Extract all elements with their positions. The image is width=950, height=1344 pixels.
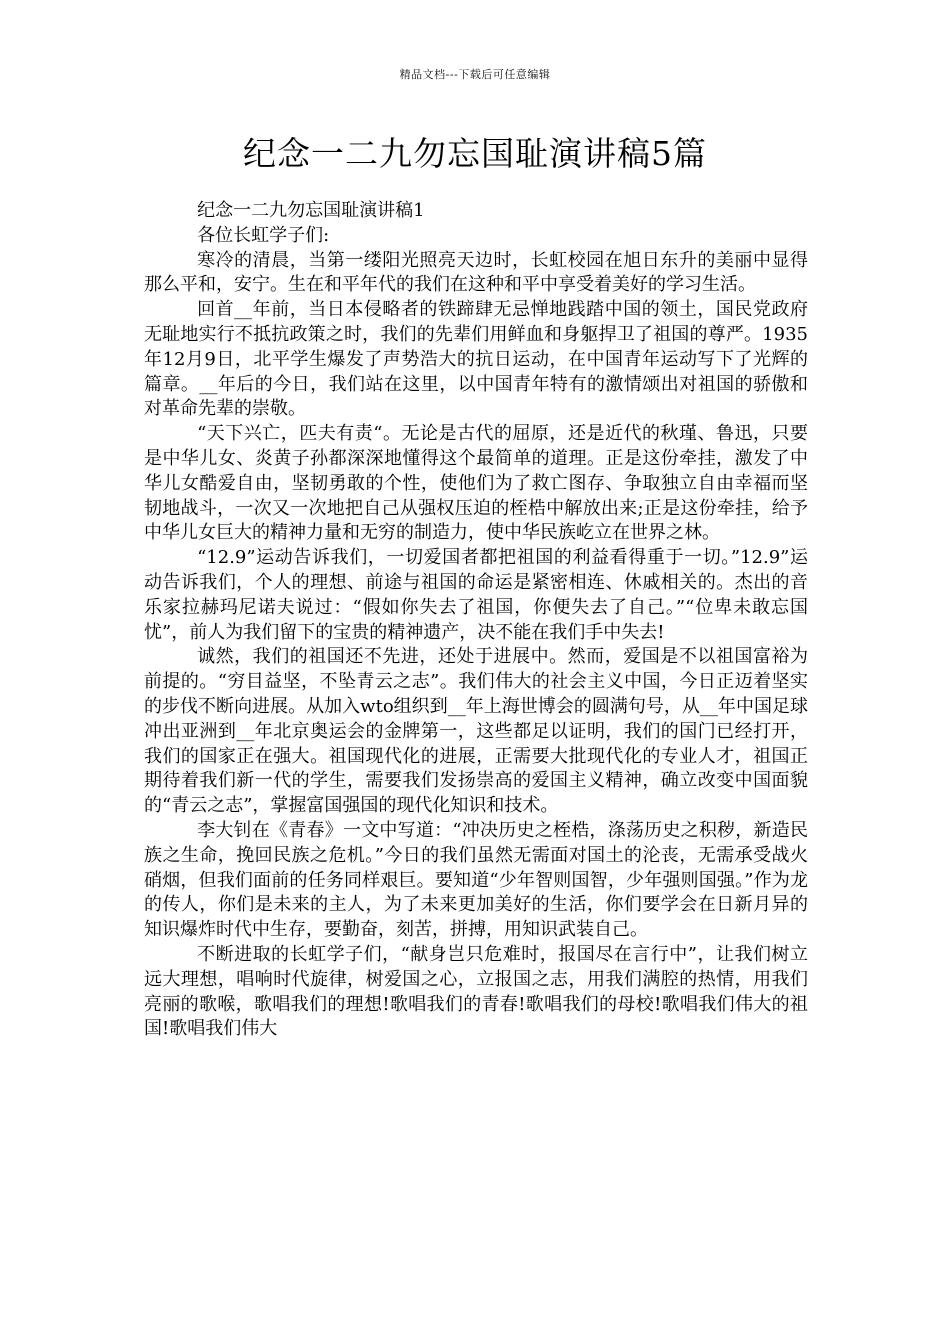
paragraph: 诚然，我们的祖国还不先进，还处于进展中。然而，爱国是不以祖国富裕为前提的。“穷目益坚，不坠青云之志”。我们伟大的社会主义中国，今日正迈着坚实的步伐不断向进展。从加入wto组织到__年上海世博会的圆满句号，从__年中国足球冲出亚洲到__年北京奥运会的金牌第一，这些都足以证明，我们的国门已经打开，我们的国家正在强大。祖国现代化的进展，正需要大批现代化的专业人才，祖国正期待着我们新一代的学生，需要我们发扬崇高的爱国主义精神，确立改变中国面貌的“青云之志”，掌握富国强国的现代化知识和技术。	[144, 646, 808, 817]
speech-subtitle: 纪念一二九勿忘国耻演讲稿1	[197, 200, 425, 221]
document-title: 纪念一二九勿忘国耻演讲稿5篇	[243, 134, 707, 173]
paragraph: 李大钊在《青春》一文中写道：“冲决历史之桎梏，涤荡历史之积秽，新造民族之生命，挽回民族之危机。”今日的我们虽然无需面对国土的沦丧，无需承受战火硝烟，但我们面前的任务同样艰巨。要知道“少年智则国智，少年强则国强。”作为龙的传人，你们是未来的主人，为了未来更加美好的生活，你们要学会在日新月异的知识爆炸时代中生存，要勤奋，刻苦，拼搏，用知识武装自己。	[144, 819, 808, 941]
paragraph: 不断进取的长虹学子们，“献身岂只危难时，报国尽在言行中”，让我们树立远大理想，唱响时代旋律，树爱国之心，立报国之志，用我们满腔的热情，用我们亮丽的歌喉，歌唱我们的理想!歌唱我们的青春!歌唱我们的母校!歌唱我们伟大的祖国!歌唱我们伟大	[144, 943, 808, 1040]
paragraph: “天下兴亡，匹夫有责“。无论是古代的屈原，还是近代的秋瑾、鲁迅，只要是中华儿女、炎黄子孙都深深地懂得这个最简单的道理。正是这份牵挂，激发了中华儿女酷爱自由，坚韧勇敢的个性，使他们为了救亡图存、争取独立自由幸福而坚韧地战斗，一次又一次地把自己从强权压迫的桎梏中解放出来;正是这份牵挂，给予中华儿女巨大的精神力量和无穷的制造力，使中华民族屹立在世界之林。	[144, 423, 808, 544]
salutation: 各位长虹学子们:	[197, 224, 330, 246]
document-body	[144, 199, 808, 1042]
paragraph: 回首__年前，当日本侵略者的铁蹄肆无忌惮地践踏中国的领土，国民党政府无耻地实行不抵抗政策之时，我们的先辈们用鲜血和身躯捍卫了祖国的尊严。1935年12月9日，北平学生爆发了声势浩大的抗日运动，在中国青年运动写下了光辉的篇章。__年后的今日，我们站在这里，以中国青年特有的激情颂出对祖国的骄傲和对革命先辈的崇敬。	[144, 299, 808, 420]
paragraph: “12.9”运动告诉我们，一切爱国者都把祖国的利益看得重于一切。”12.9”运动告诉我们，个人的理想、前途与祖国的命运是紧密相连、休戚相关的。杰出的音乐家拉赫玛尼诺夫说过：“假如你失去了祖国，你便失去了自己。”“位卑未敢忘国忧”，前人为我们留下的宝贵的精神遗产，决不能在我们手中失去!	[144, 547, 808, 643]
header-note: 精品文档---下载后可任意编辑	[399, 68, 551, 81]
paragraph: 寒冷的清晨，当第一缕阳光照亮天边时，长虹校园在旭日东升的美丽中显得那么平和，安宁。生在和平年代的我们在这种和平中享受着美好的学习生活。	[144, 249, 808, 296]
